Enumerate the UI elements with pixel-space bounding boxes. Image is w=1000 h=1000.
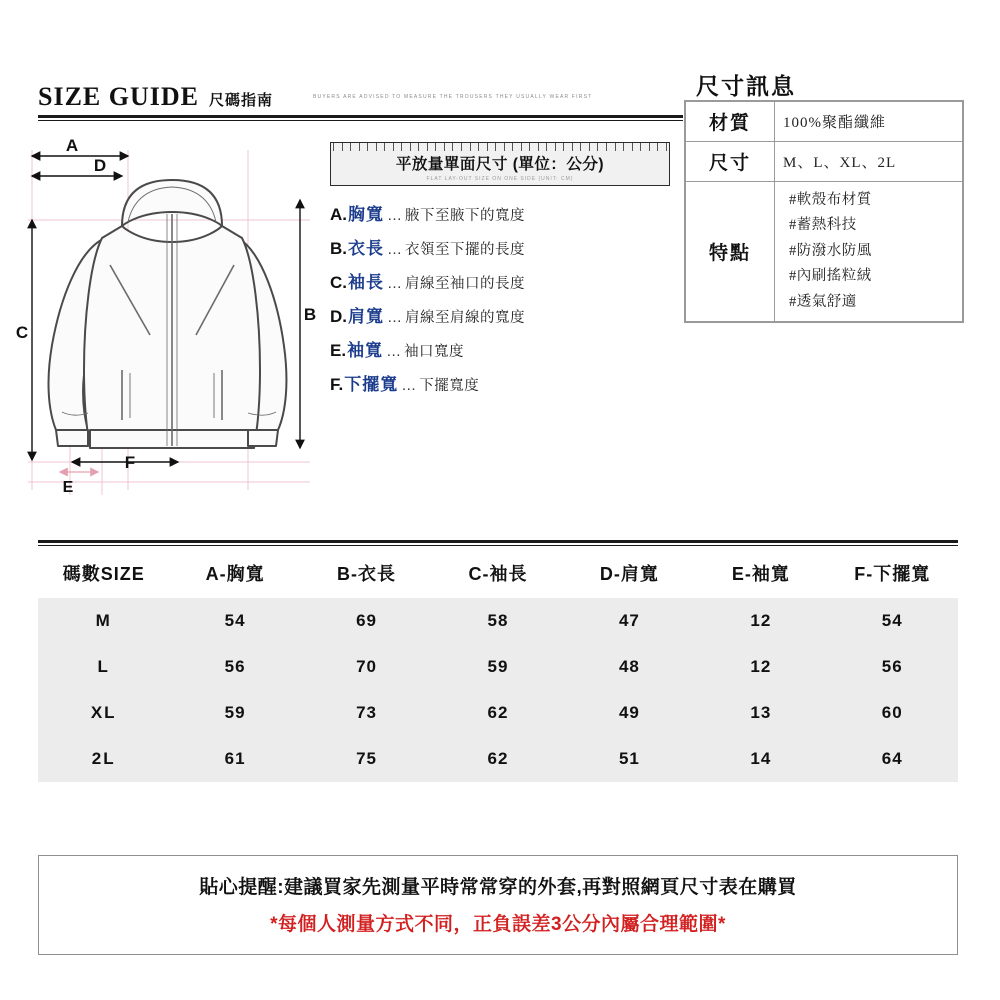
feature-item: #防潑水防風 [789,242,872,259]
cell-size: M [38,598,169,644]
legend-dots: … [387,241,402,258]
cell-length: 69 [301,598,432,644]
feature-list [783,188,954,315]
size-chart [38,540,958,782]
info-value-sizes: M、L、XL、2L [775,142,963,182]
table-row [686,142,963,182]
cell-hem: 60 [827,690,958,736]
size-guide-header [38,82,688,121]
info-key-features: 特點 [686,182,775,322]
cell-chest: 61 [169,736,300,782]
size-table-header-row [38,546,958,598]
cell-sleeve: 59 [432,644,563,690]
legend-dots: … [386,343,402,360]
legend-desc: 袖口寬度 [404,344,465,360]
legend-item [330,268,675,293]
cell-chest: 54 [169,598,300,644]
cell-hem: 64 [827,736,958,782]
table-row [38,598,958,644]
cell-shoulder: 49 [564,690,695,736]
table-row [38,690,958,736]
legend-item [330,336,675,361]
reminder-line-1: 貼心提醒:建議買家先測量平時常常穿的外套,再對照網頁尺寸表在購買 [199,877,797,898]
legend-desc: 衣領至下擺的長度 [405,242,525,258]
feature-item: #內刷搖粒絨 [789,268,872,285]
legend-term: 下擺寬 [344,375,399,394]
legend-code: F. [330,375,344,394]
diagram-label-E: E [62,479,74,496]
cell-sleeve: 62 [432,736,563,782]
reminder-note [38,855,958,955]
legend-code: A. [330,205,347,224]
col-header-chest: A-胸寬 [205,564,265,584]
info-value-features [775,182,963,322]
cell-hem: 54 [827,598,958,644]
table-row [38,736,958,782]
legend-desc: 下擺寬度 [419,378,480,394]
cell-shoulder: 47 [564,598,695,644]
col-header-cuff: E-袖寬 [731,564,790,584]
col-header-sleeve: C-袖長 [468,564,528,584]
info-table-title: 尺寸訊息 [694,68,798,101]
cell-cuff: 13 [695,690,826,736]
cell-length: 73 [301,690,432,736]
legend-item [330,234,675,259]
diagram-label-A: A [65,136,79,155]
cell-size: L [38,644,169,690]
legend-dots: … [401,377,417,394]
legend-term: 袖寬 [347,341,384,360]
diagram-label-C: C [15,323,29,342]
legend-rows [330,200,675,395]
ruler-label: 平放量單面尺寸 (單位：公分) [395,156,605,173]
legend-desc: 肩線至肩線的寬度 [405,310,525,326]
col-header-size: 碼數SIZE [62,564,145,584]
feature-item: #透氣舒適 [789,293,857,310]
legend-item [330,200,675,225]
cell-chest: 59 [169,690,300,736]
legend-desc: 腋下至腋下的寬度 [405,208,525,224]
ruler-banner [330,142,670,186]
legend-code: C. [330,273,347,292]
legend-term: 肩寬 [348,307,384,326]
reminder-line-2: *每個人測量方式不同，正負誤差3公分內屬合理範圍* [270,914,726,935]
cell-chest: 56 [169,644,300,690]
legend-term: 袖長 [348,273,384,292]
cell-shoulder: 51 [564,736,695,782]
feature-item: #蓄熱科技 [789,217,857,234]
header-title-row [38,82,688,112]
feature-item: #軟殼布材質 [789,192,872,208]
ruler-ticks [331,143,669,151]
info-value-material: 100%聚酯纖維 [775,102,963,142]
diagram-label-F: F [124,453,136,472]
cell-cuff: 12 [695,598,826,644]
legend-dots: … [387,309,402,326]
legend-desc: 肩線至袖口的長度 [405,276,525,292]
table-row [686,182,963,322]
cell-length: 70 [301,644,432,690]
legend-code: B. [330,239,347,258]
info-key-material: 材質 [686,102,775,142]
legend-item [330,370,675,395]
cell-sleeve: 62 [432,690,563,736]
diagram-label-B: B [303,305,317,324]
measurement-legend [330,142,675,404]
cell-cuff: 14 [695,736,826,782]
legend-item [330,302,675,327]
cell-hem: 56 [827,644,958,690]
header-divider [38,115,683,121]
jacket-measurement-diagram [10,130,330,500]
legend-term: 胸寬 [348,205,384,224]
size-table-top-rule [38,540,958,543]
legend-dots: … [387,207,402,224]
product-info-table [684,100,964,323]
table-row [686,102,963,142]
col-header-shoulder: D-肩寬 [599,564,659,584]
legend-code: D. [330,307,347,326]
cell-sleeve: 58 [432,598,563,644]
legend-code: E. [330,341,347,360]
col-header-hem: F-下擺寬 [854,564,931,584]
cell-length: 75 [301,736,432,782]
cell-size: XL [38,690,169,736]
cell-size: 2L [38,736,169,782]
cell-cuff: 12 [695,644,826,690]
diagram-label-D: D [93,156,107,175]
cell-shoulder: 48 [564,644,695,690]
page-subtitle: 尺碼指南 [209,92,274,109]
col-header-length: B-衣長 [337,564,397,584]
page-title: SIZE GUIDE [38,82,199,111]
ruler-sublabel: FLAT LAY-OUT SIZE ON ONE SIDE (UNIT: CM) [426,176,574,182]
table-row [38,644,958,690]
legend-dots: … [387,275,402,292]
info-key-sizes: 尺寸 [686,142,775,182]
header-fineprint: BUYERS ARE ADVISED TO MEASURE THE TROUSERS THEY USUALLY WEAR FIRST [313,94,593,100]
legend-term: 衣長 [348,239,384,258]
